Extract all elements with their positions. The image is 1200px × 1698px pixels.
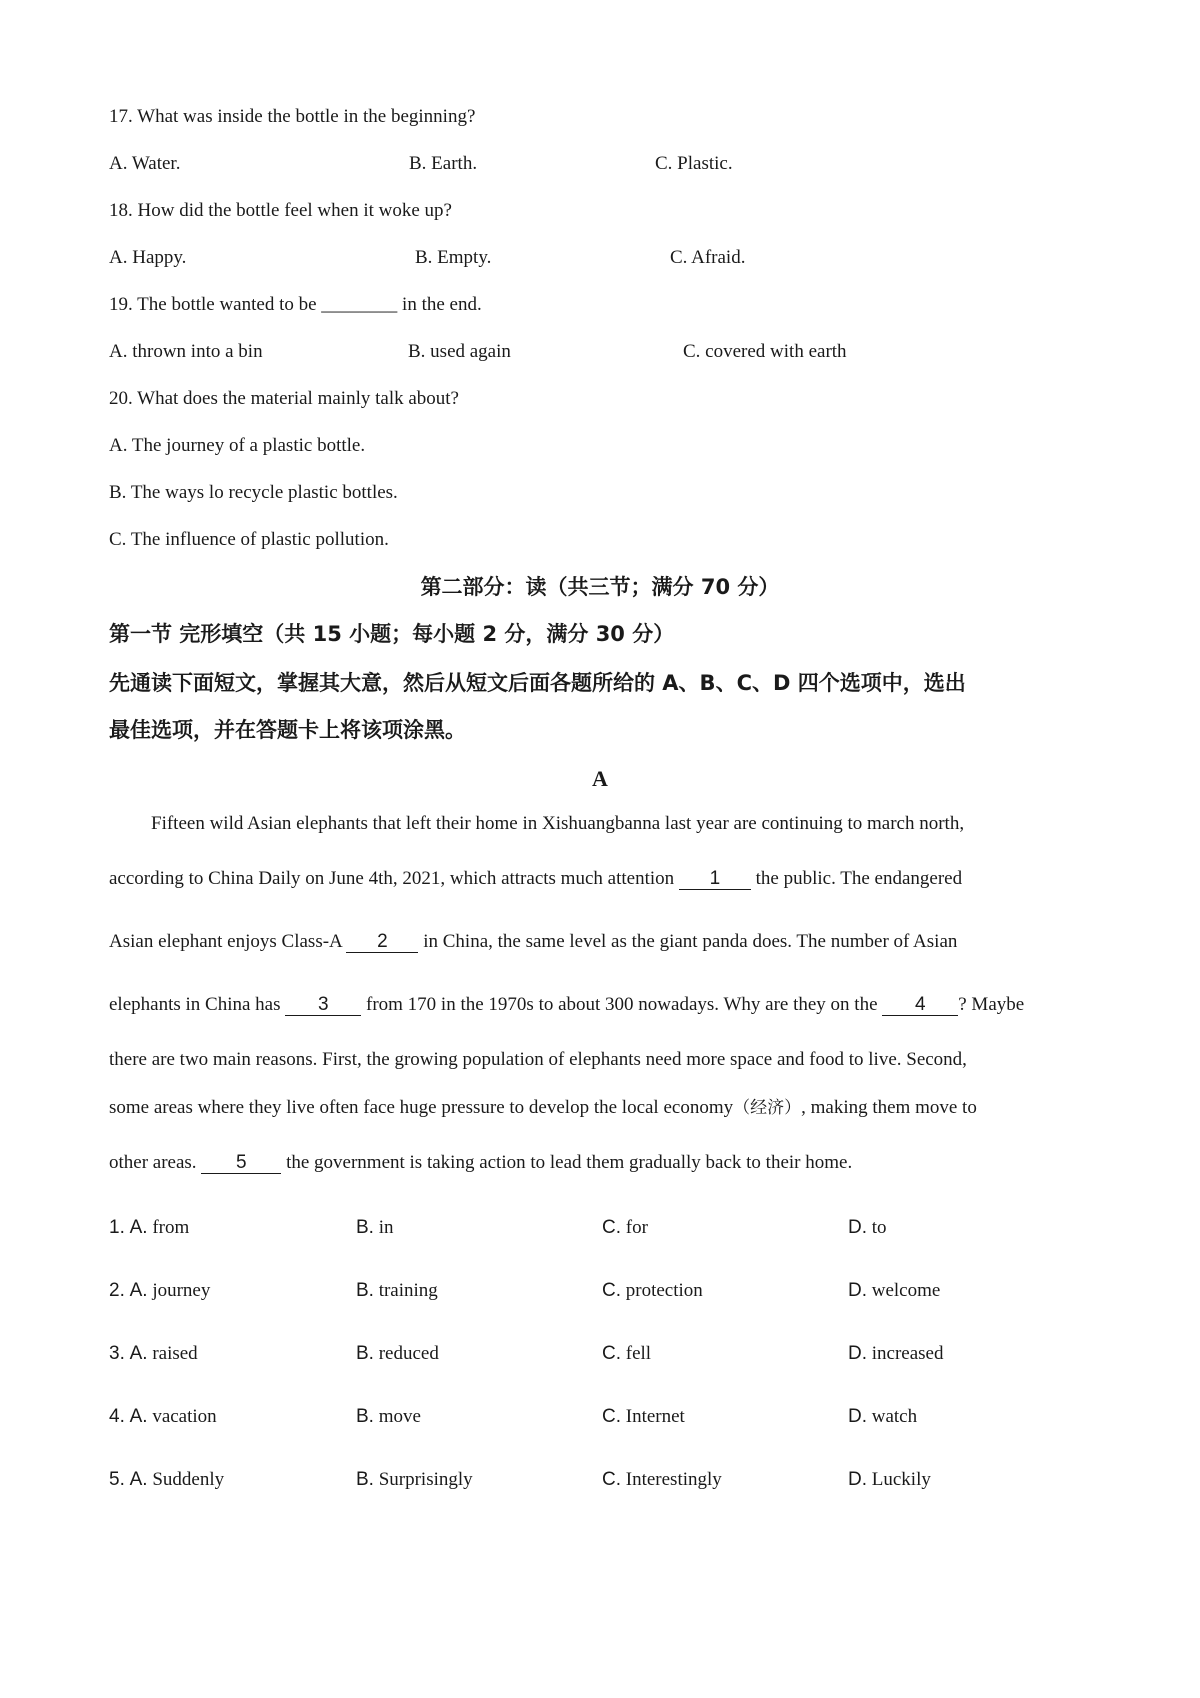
cloze-2-option-c (602, 1279, 703, 1303)
question-18-option-c: C. Afraid. (670, 247, 746, 268)
cloze-3-option-a (109, 1342, 198, 1366)
cloze-1-option-a (109, 1216, 189, 1240)
option-letter: C. (602, 1469, 621, 1490)
passage-line-2-text-b: the public. The endangered (750, 868, 963, 889)
question-18-stem: 18. How did the bottle feel when it woke up? (109, 200, 452, 221)
option-letter: A. (129, 1280, 148, 1301)
cloze-4-option-c (602, 1405, 685, 1429)
cloze-number: 1. (109, 1217, 125, 1238)
option-text: Internet (625, 1406, 685, 1427)
cloze-5-option-c (602, 1468, 722, 1492)
cloze-2-option-b (356, 1279, 438, 1303)
passage-line-7-text-a: other areas. (109, 1152, 202, 1173)
cloze-1-option-d (848, 1216, 887, 1240)
option-text: welcome (871, 1280, 941, 1301)
option-letter: B. (356, 1217, 374, 1238)
option-letter: A. (129, 1343, 148, 1364)
option-text: Interestingly (625, 1469, 722, 1490)
question-20-option-c: C. The influence of plastic pollution. (109, 529, 389, 550)
option-letter: C. (602, 1217, 621, 1238)
option-letter: D. (848, 1406, 867, 1427)
passage-line-2-text-a: according to China Daily on June 4th, 2021, which attracts much attention (109, 868, 679, 889)
option-letter: D. (848, 1343, 867, 1364)
question-19-stem: 19. The bottle wanted to be ________ in the end. (109, 294, 482, 315)
question-20-option-b: B. The ways lo recycle plastic bottles. (109, 482, 398, 503)
question-17-option-a: A. Water. (109, 153, 181, 174)
option-letter: B. (356, 1343, 374, 1364)
option-text: Suddenly (152, 1469, 225, 1490)
option-text: in (378, 1217, 394, 1238)
cloze-number: 3. (109, 1343, 125, 1364)
passage-line-4 (109, 993, 1024, 1017)
option-text: to (871, 1217, 887, 1238)
cloze-4-option-d (848, 1405, 917, 1429)
option-letter: A. (129, 1217, 148, 1238)
option-letter: D. (848, 1469, 867, 1490)
instruction-line-2: 最佳选项，并在答题卡上将该项涂黑。 (109, 718, 466, 742)
passage-line-4-text-c: ? Maybe (958, 994, 1025, 1015)
question-17-option-c: C. Plastic. (655, 153, 733, 174)
question-18-option-a: A. Happy. (109, 247, 187, 268)
question-19-option-a: A. thrown into a bin (109, 341, 263, 362)
passage-line-3 (109, 930, 957, 954)
option-text: for (625, 1217, 648, 1238)
question-18-option-b: B. Empty. (415, 247, 492, 268)
option-text: reduced (378, 1343, 439, 1364)
section-title: 第一节 完形填空（共 15 小题；每小题 2 分，满分 30 分） (109, 622, 675, 646)
option-text: increased (871, 1343, 944, 1364)
instruction-line-1: 先通读下面短文，掌握其大意，然后从短文后面各题所给的 A、B、C、D 四个选项中，选出 (109, 671, 966, 695)
cloze-4-option-a (109, 1405, 217, 1429)
cloze-1-option-c (602, 1216, 648, 1240)
option-text: move (378, 1406, 421, 1427)
cloze-2-option-d (848, 1279, 940, 1303)
blank-5: 5 (201, 1153, 281, 1174)
passage-line-6 (109, 1096, 977, 1120)
passage-line-3-text-a: Asian elephant enjoys Class-A (109, 931, 347, 952)
blank-1: 1 (679, 869, 751, 890)
passage-line-4-text-b: from 170 in the 1970s to about 300 nowadays. Why are they on the (361, 994, 883, 1015)
passage-line-5: there are two main reasons. First, the growing population of elephants need more space and food to live. Second, (109, 1049, 967, 1070)
cloze-number: 5. (109, 1469, 125, 1490)
cloze-2-option-a (109, 1279, 210, 1303)
option-letter: C. (602, 1406, 621, 1427)
option-text: protection (625, 1280, 703, 1301)
part-title: 第二部分：读（共三节；满分 70 分） (420, 575, 780, 599)
passage-line-2 (109, 867, 962, 891)
option-letter: A. (129, 1406, 148, 1427)
cloze-number: 2. (109, 1280, 125, 1301)
option-text: from (152, 1217, 190, 1238)
passage-line-7-text-b: the government is taking action to lead them gradually back to their home. (281, 1152, 853, 1173)
passage-line-7 (109, 1151, 852, 1175)
question-17-stem: 17. What was inside the bottle in the beginning? (109, 106, 476, 127)
cloze-3-option-d (848, 1342, 943, 1366)
option-text: journey (152, 1280, 211, 1301)
option-letter: A. (129, 1469, 148, 1490)
blank-3: 3 (285, 995, 361, 1016)
option-letter: D. (848, 1217, 867, 1238)
question-19-option-b: B. used again (408, 341, 511, 362)
cloze-4-option-b (356, 1405, 421, 1429)
question-20-option-a: A. The journey of a plastic bottle. (109, 435, 366, 456)
passage-line-6-chinese: （经济） (733, 1098, 802, 1118)
option-letter: C. (602, 1280, 621, 1301)
cloze-number: 4. (109, 1406, 125, 1427)
passage-line-3-text-b: in China, the same level as the giant panda does. The number of Asian (418, 931, 958, 952)
option-letter: C. (602, 1343, 621, 1364)
cloze-1-option-b (356, 1216, 393, 1240)
passage-title: A (592, 766, 608, 791)
cloze-3-option-c (602, 1342, 651, 1366)
option-text: watch (871, 1406, 918, 1427)
option-letter: B. (356, 1469, 374, 1490)
option-text: Luckily (871, 1469, 931, 1490)
option-text: Surprisingly (378, 1469, 473, 1490)
question-17-option-b: B. Earth. (409, 153, 478, 174)
option-text: vacation (152, 1406, 217, 1427)
option-text: training (378, 1280, 438, 1301)
cloze-5-option-d (848, 1468, 931, 1492)
question-19-option-c: C. covered with earth (683, 341, 847, 362)
option-letter: B. (356, 1406, 374, 1427)
question-20-stem: 20. What does the material mainly talk about? (109, 388, 459, 409)
passage-line-6-text-b: , making them move to (801, 1097, 977, 1118)
blank-2: 2 (346, 932, 418, 953)
option-letter: B. (356, 1280, 374, 1301)
cloze-3-option-b (356, 1342, 439, 1366)
passage-line-4-text-a: elephants in China has (109, 994, 286, 1015)
option-letter: D. (848, 1280, 867, 1301)
cloze-5-option-b (356, 1468, 473, 1492)
blank-4: 4 (882, 995, 958, 1016)
option-text: raised (152, 1343, 198, 1364)
passage-line-6-text-a: some areas where they live often face huge pressure to develop the local economy (109, 1097, 734, 1118)
cloze-5-option-a (109, 1468, 224, 1492)
passage-line-1: Fifteen wild Asian elephants that left their home in Xishuangbanna last year are continuing to march north, (151, 813, 965, 834)
option-text: fell (625, 1343, 652, 1364)
